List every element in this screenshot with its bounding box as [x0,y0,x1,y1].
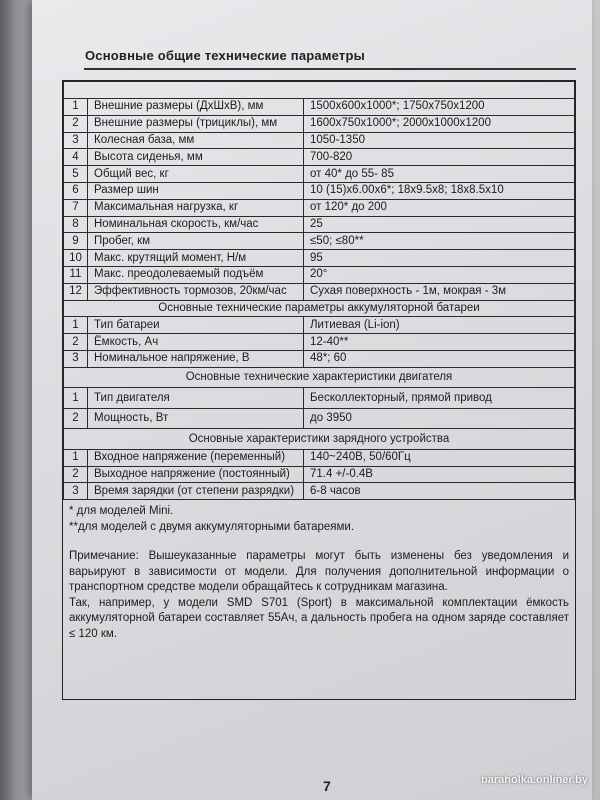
footnote-double: **для моделей с двумя аккумуляторными батареями. [69,520,355,533]
table-row: 9 Пробег, км ≤50; ≤80** [64,233,575,250]
table-row: 1 Входное напряжение (переменный) 140~240В, 50/60Гц [64,449,575,466]
table-row: 6 Размер шин 10 (15)x6.00x6*; 18x9.5x8; 18x8.5x10 [64,182,575,199]
table-row: 1 Внешние размеры (ДхШхВ), мм 1500x600x1000*; 1750x750x1200 [64,99,575,116]
spec-frame [62,80,576,700]
section-title-battery: Основные технические параметры аккумуляторной батареи [64,300,575,317]
table-row: 12 Эффективность тормозов, 20км/час Сухая поверхность - 1м, мокрая - 3м [64,283,575,300]
section-title-charger: Основные характеристики зарядного устройства [64,429,575,450]
page-number: 7 [323,778,331,794]
table-row: 7 Максимальная нагрузка, кг от 120* до 200 [64,199,575,216]
table-row: 4 Высота сиденья, мм 700-820 [64,149,575,166]
table-row: 1 Тип двигателя Бесколлекторный, прямой привод [64,388,575,409]
table-row: 10 Макс. крутящий момент, Н/м 95 [64,250,575,267]
heading-rule [84,68,576,70]
table-row: 3 Номинальное напряжение, В 48*; 60 [64,350,575,367]
remark-text: Примечание: Вышеуказанные параметры могут быть изменены без уведомления и варьируют в зависимости от модели. Для получения дополнительной информации о транспортном средстве модели обращайтесь к сотрудникам магазина. [69,550,569,594]
table-row: 2 Внешние размеры (трициклы), мм 1600x750x1000*; 2000x1000x1200 [64,115,575,132]
blank-header-row [64,82,575,99]
spec-table [63,81,575,500]
example-text: Так, например, у модели SMD S701 (Sport) в максимальной комплектации ёмкость аккумуляторной батареи составляет 55Ач, а дальность пробега на одном заряде составляет ≤ 120 км. [69,596,569,640]
table-row: 3 Колесная база, мм 1050-1350 [64,132,575,149]
table-row: 2 Мощность, Вт до 3950 [64,408,575,429]
table-row: 3 Время зарядки (от степени разрядки) 6-8 часов [64,483,575,500]
table-row: 2 Выходное напряжение (постоянный) 71.4 +/-0.4В [64,466,575,483]
table-row: 5 Общий вес, кг от 40* до 55- 85 [64,166,575,183]
table-row: 1 Тип батареи Литиевая (Li-ion) [64,317,575,334]
page-heading: Основные общие технические параметры [85,48,365,63]
footnote-single: * для моделей Mini. [69,505,174,518]
section-title-motor: Основные технические характеристики двигателя [64,367,575,388]
notes-block [63,500,575,642]
watermark: baraholka.onliner.by [481,774,588,786]
table-row: 2 Ёмкость, Ач 12-40** [64,334,575,351]
table-row: 11 Макс. преодолеваемый подъём 20° [64,266,575,283]
table-row: 8 Номинальная скорость, км/час 25 [64,216,575,233]
